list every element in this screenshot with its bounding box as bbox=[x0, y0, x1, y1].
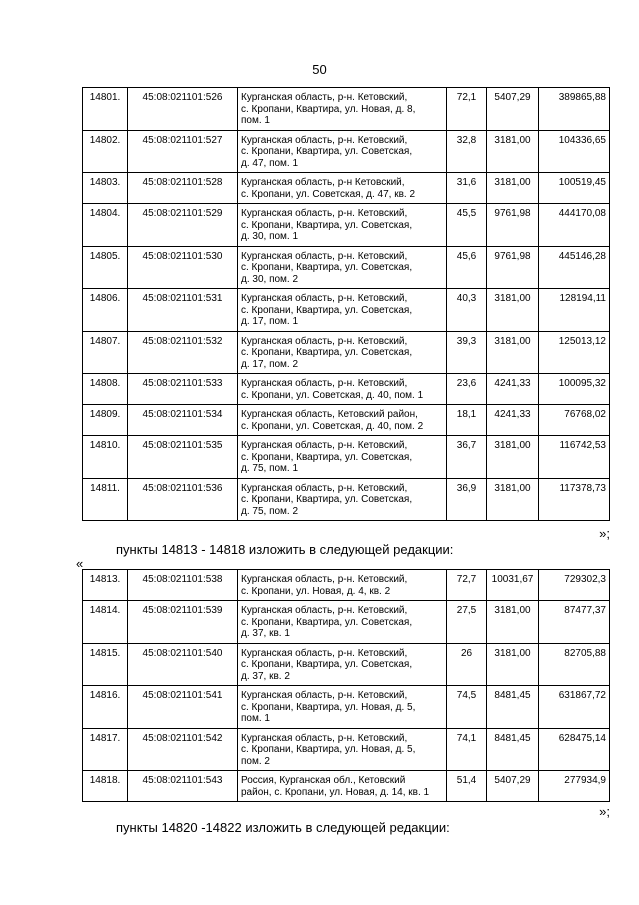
table-row bbox=[83, 570, 610, 601]
cell-address: Курганская область, р-н. Кетовский, с. Кропани, Квартира, ул. Советская, д. 75, пом. 2 bbox=[238, 478, 447, 521]
cell-cadastral-number: 45:08:021101:542 bbox=[128, 728, 238, 771]
cell-cadastral-value: 389865,88 bbox=[539, 88, 610, 131]
cell-area: 74,1 bbox=[447, 728, 487, 771]
cell-cadastral-number: 45:08:021101:530 bbox=[128, 246, 238, 289]
cell-address: Курганская область, р-н. Кетовский, с. Кропани, Квартира, ул. Советская, д. 30, пом. 2 bbox=[238, 246, 447, 289]
cell-address: Курганская область, р-н. Кетовский, с. Кропани, Квартира, ул. Советская, д. 17, пом. 1 bbox=[238, 289, 447, 332]
cell-row-number: 14806. bbox=[83, 289, 128, 332]
cell-area: 23,6 bbox=[447, 374, 487, 405]
cell-address: Россия, Курганская обл., Кетовский район, с. Кропани, ул. Новая, д. 14, кв. 1 bbox=[238, 771, 447, 802]
cell-unit-value: 3181,00 bbox=[487, 601, 539, 644]
cell-area: 31,6 bbox=[447, 173, 487, 204]
cell-unit-value: 9761,98 bbox=[487, 204, 539, 247]
property-table-2 bbox=[82, 569, 610, 802]
table-row bbox=[83, 130, 610, 173]
cell-cadastral-number: 45:08:021101:543 bbox=[128, 771, 238, 802]
table-row bbox=[83, 728, 610, 771]
table-row bbox=[83, 374, 610, 405]
cell-row-number: 14813. bbox=[83, 570, 128, 601]
cell-cadastral-value: 125013,12 bbox=[539, 331, 610, 374]
cell-cadastral-number: 45:08:021101:536 bbox=[128, 478, 238, 521]
table-row bbox=[83, 204, 610, 247]
cell-row-number: 14811. bbox=[83, 478, 128, 521]
cell-address: Курганская область, р-н. Кетовский, с. Кропани, Квартира, ул. Советская, д. 37, кв. 2 bbox=[238, 643, 447, 686]
amendment-paragraph-1: пункты 14813 - 14818 изложить в следующей редакции: bbox=[116, 542, 454, 557]
cell-row-number: 14804. bbox=[83, 204, 128, 247]
cell-unit-value: 5407,29 bbox=[487, 88, 539, 131]
cell-cadastral-number: 45:08:021101:526 bbox=[128, 88, 238, 131]
cell-area: 36,9 bbox=[447, 478, 487, 521]
table-row bbox=[83, 405, 610, 436]
cell-row-number: 14818. bbox=[83, 771, 128, 802]
cell-unit-value: 10031,67 bbox=[487, 570, 539, 601]
cell-unit-value: 3181,00 bbox=[487, 643, 539, 686]
opening-quote: « bbox=[76, 556, 84, 571]
cell-row-number: 14801. bbox=[83, 88, 128, 131]
cell-row-number: 14807. bbox=[83, 331, 128, 374]
cell-row-number: 14816. bbox=[83, 686, 128, 729]
cell-area: 32,8 bbox=[447, 130, 487, 173]
table-row bbox=[83, 436, 610, 479]
cell-cadastral-number: 45:08:021101:540 bbox=[128, 643, 238, 686]
cell-row-number: 14810. bbox=[83, 436, 128, 479]
cell-area: 45,5 bbox=[447, 204, 487, 247]
cell-address: Курганская область, р-н. Кетовский, с. Кропани, Квартира, ул. Советская, д. 47, пом. 1 bbox=[238, 130, 447, 173]
cell-address: Курганская область, р-н Кетовский, с. Кропани, ул. Советская, д. 47, кв. 2 bbox=[238, 173, 447, 204]
cell-area: 26 bbox=[447, 643, 487, 686]
cell-address: Курганская область, р-н. Кетовский, с. Кропани, Квартира, ул. Советская, д. 37, кв. 1 bbox=[238, 601, 447, 644]
cell-address: Курганская область, р-н. Кетовский, с. Кропани, Квартира, ул. Новая, д. 5, пом. 1 bbox=[238, 686, 447, 729]
table-row bbox=[83, 601, 610, 644]
cell-unit-value: 3181,00 bbox=[487, 436, 539, 479]
cell-address: Курганская область, р-н. Кетовский, с. Кропани, ул. Новая, д. 4, кв. 2 bbox=[238, 570, 447, 601]
cell-row-number: 14805. bbox=[83, 246, 128, 289]
cell-area: 18,1 bbox=[447, 405, 487, 436]
cell-area: 39,3 bbox=[447, 331, 487, 374]
cell-address: Курганская область, р-н. Кетовский, с. Кропани, Квартира, ул. Советская, д. 75, пом. 1 bbox=[238, 436, 447, 479]
cell-cadastral-number: 45:08:021101:534 bbox=[128, 405, 238, 436]
cell-cadastral-number: 45:08:021101:538 bbox=[128, 570, 238, 601]
cell-cadastral-value: 104336,65 bbox=[539, 130, 610, 173]
cell-cadastral-number: 45:08:021101:529 bbox=[128, 204, 238, 247]
cell-row-number: 14817. bbox=[83, 728, 128, 771]
cell-cadastral-number: 45:08:021101:533 bbox=[128, 374, 238, 405]
table-row bbox=[83, 246, 610, 289]
cell-cadastral-value: 128194,11 bbox=[539, 289, 610, 332]
cell-cadastral-value: 82705,88 bbox=[539, 643, 610, 686]
cell-unit-value: 8481,45 bbox=[487, 728, 539, 771]
cell-cadastral-number: 45:08:021101:532 bbox=[128, 331, 238, 374]
cell-cadastral-number: 45:08:021101:531 bbox=[128, 289, 238, 332]
cell-cadastral-value: 116742,53 bbox=[539, 436, 610, 479]
cell-area: 27,5 bbox=[447, 601, 487, 644]
cell-cadastral-number: 45:08:021101:541 bbox=[128, 686, 238, 729]
cell-cadastral-number: 45:08:021101:539 bbox=[128, 601, 238, 644]
table-row bbox=[83, 289, 610, 332]
table-row bbox=[83, 771, 610, 802]
closing-quote-1: »; bbox=[599, 526, 610, 541]
cell-cadastral-value: 117378,73 bbox=[539, 478, 610, 521]
cell-row-number: 14808. bbox=[83, 374, 128, 405]
amendment-paragraph-2: пункты 14820 -14822 изложить в следующей редакции: bbox=[116, 820, 450, 835]
cell-unit-value: 3181,00 bbox=[487, 130, 539, 173]
cell-cadastral-value: 100095,32 bbox=[539, 374, 610, 405]
cell-row-number: 14815. bbox=[83, 643, 128, 686]
cell-cadastral-number: 45:08:021101:535 bbox=[128, 436, 238, 479]
cell-cadastral-value: 87477,37 bbox=[539, 601, 610, 644]
cell-area: 72,7 bbox=[447, 570, 487, 601]
cell-address: Курганская область, р-н. Кетовский, с. Кропани, Квартира, ул. Советская, д. 17, пом. 2 bbox=[238, 331, 447, 374]
cell-address: Курганская область, р-н. Кетовский, с. Кропани, Квартира, ул. Советская, д. 30, пом. 1 bbox=[238, 204, 447, 247]
cell-cadastral-number: 45:08:021101:528 bbox=[128, 173, 238, 204]
cell-unit-value: 3181,00 bbox=[487, 173, 539, 204]
cell-cadastral-value: 277934,9 bbox=[539, 771, 610, 802]
cell-area: 45,6 bbox=[447, 246, 487, 289]
cell-address: Курганская область, р-н. Кетовский, с. Кропани, Квартира, ул. Новая, д. 8, пом. 1 bbox=[238, 88, 447, 131]
cell-area: 36,7 bbox=[447, 436, 487, 479]
cell-unit-value: 4241,33 bbox=[487, 374, 539, 405]
cell-area: 74,5 bbox=[447, 686, 487, 729]
cell-area: 72,1 bbox=[447, 88, 487, 131]
cell-cadastral-value: 631867,72 bbox=[539, 686, 610, 729]
cell-cadastral-value: 100519,45 bbox=[539, 173, 610, 204]
property-table-1 bbox=[82, 87, 610, 521]
table-row bbox=[83, 478, 610, 521]
cell-cadastral-value: 628475,14 bbox=[539, 728, 610, 771]
cell-unit-value: 8481,45 bbox=[487, 686, 539, 729]
cell-row-number: 14809. bbox=[83, 405, 128, 436]
page-number: 50 bbox=[312, 62, 327, 77]
cell-unit-value: 3181,00 bbox=[487, 331, 539, 374]
table-row bbox=[83, 331, 610, 374]
cell-area: 40,3 bbox=[447, 289, 487, 332]
cell-unit-value: 5407,29 bbox=[487, 771, 539, 802]
closing-quote-2: »; bbox=[599, 804, 610, 819]
cell-cadastral-value: 76768,02 bbox=[539, 405, 610, 436]
cell-cadastral-value: 445146,28 bbox=[539, 246, 610, 289]
cell-unit-value: 4241,33 bbox=[487, 405, 539, 436]
cell-unit-value: 9761,98 bbox=[487, 246, 539, 289]
cell-row-number: 14802. bbox=[83, 130, 128, 173]
cell-unit-value: 3181,00 bbox=[487, 478, 539, 521]
cell-address: Курганская область, р-н. Кетовский, с. Кропани, ул. Советская, д. 40, пом. 1 bbox=[238, 374, 447, 405]
cell-cadastral-value: 729302,3 bbox=[539, 570, 610, 601]
cell-address: Курганская область, Кетовский район, с. Кропани, ул. Советская, д. 40, пом. 2 bbox=[238, 405, 447, 436]
table-row bbox=[83, 173, 610, 204]
cell-row-number: 14814. bbox=[83, 601, 128, 644]
cell-cadastral-value: 444170,08 bbox=[539, 204, 610, 247]
cell-unit-value: 3181,00 bbox=[487, 289, 539, 332]
cell-area: 51,4 bbox=[447, 771, 487, 802]
cell-row-number: 14803. bbox=[83, 173, 128, 204]
cell-address: Курганская область, р-н. Кетовский, с. Кропани, Квартира, ул. Новая, д. 5, пом. 2 bbox=[238, 728, 447, 771]
table-row bbox=[83, 686, 610, 729]
table-row bbox=[83, 643, 610, 686]
cell-cadastral-number: 45:08:021101:527 bbox=[128, 130, 238, 173]
table-row bbox=[83, 88, 610, 131]
